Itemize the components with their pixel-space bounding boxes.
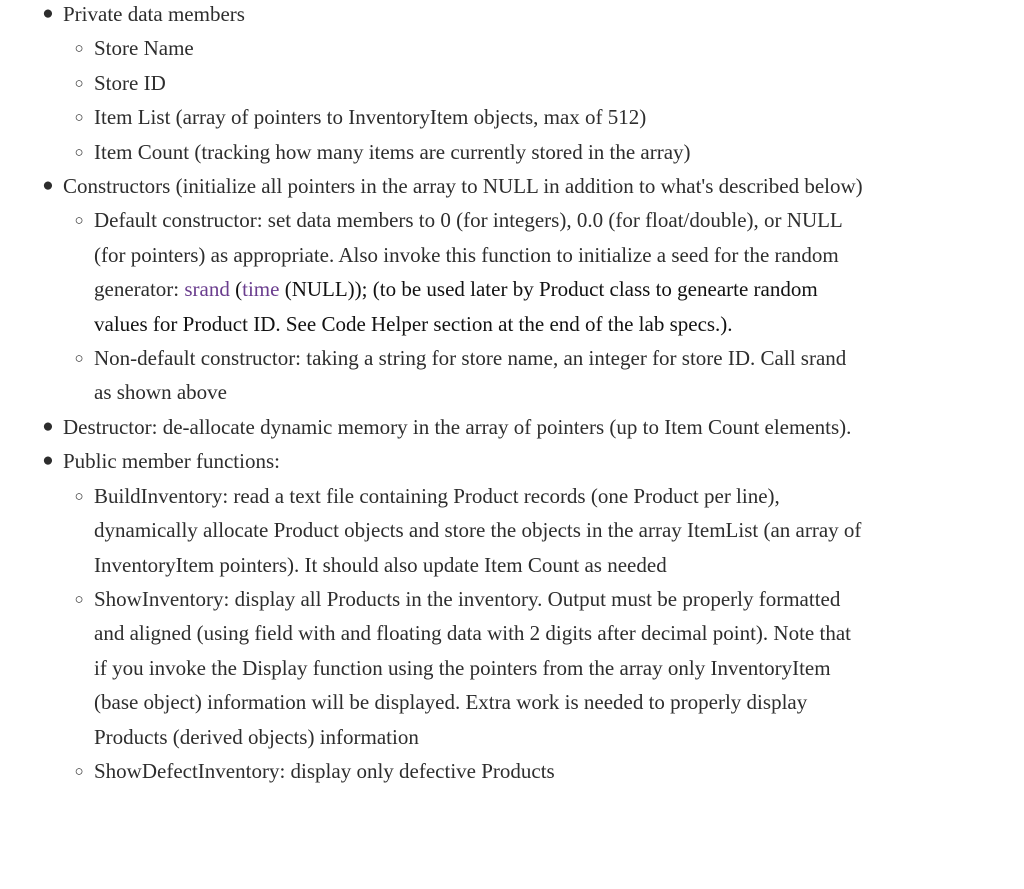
paren-open: ( bbox=[229, 277, 243, 302]
filled-bullet-icon: ● bbox=[42, 450, 54, 472]
list-item bbox=[74, 203, 864, 341]
hollow-bullet-icon: ○ bbox=[74, 591, 84, 608]
show-defect-inventory-text: ShowDefectInventory: display only defective Products bbox=[94, 758, 555, 783]
public-functions-sublist bbox=[63, 479, 864, 789]
filled-bullet-icon: ● bbox=[42, 415, 54, 437]
hollow-bullet-icon: ○ bbox=[74, 488, 84, 505]
constructors-sublist bbox=[63, 203, 864, 409]
constructors-label: Constructors (initialize all pointers in the array to NULL in addition to what's described below) bbox=[63, 174, 863, 199]
list-item bbox=[74, 66, 864, 100]
hollow-bullet-icon: ○ bbox=[74, 110, 84, 127]
list-item-private-members bbox=[42, 0, 863, 169]
list-item bbox=[74, 582, 864, 754]
nondefault-constructor-text: Non-default constructor: taking a string for store name, an integer for store ID. Call srand as shown above bbox=[94, 346, 847, 405]
hollow-bullet-icon: ○ bbox=[74, 41, 84, 58]
time-keyword: time bbox=[242, 277, 280, 302]
filled-bullet-icon: ● bbox=[42, 3, 54, 24]
hollow-bullet-icon: ○ bbox=[74, 75, 84, 92]
item-count-member: Item Count (tracking how many items are currently stored in the array) bbox=[94, 139, 691, 164]
show-inventory-text: ShowInventory: display all Products in the inventory. Output must be properly formatted and aligned (using field with and floating data with 2 digits after decimal point). Note that if you invoke the Display function using the pointers from the array only InventoryItem (base object) information will be displayed. Extra work is needed to properly display Products (derived objects) information bbox=[94, 586, 851, 749]
hollow-bullet-icon: ○ bbox=[74, 351, 84, 368]
destructor-label: Destructor: de-allocate dynamic memory in the array of pointers (up to Item Count elements). bbox=[63, 414, 852, 439]
build-inventory-text: BuildInventory: read a text file containing Product records (one Product per line), dynamically allocate Product objects and store the objects in the array ItemList (an array of InventoryItem pointers). It should also update Item Count as needed bbox=[94, 483, 862, 577]
default-constructor-part2: (NULL)); (to be used later by Product class to genearte random values for Product ID. See Code Helper section at the end of the lab specs.). bbox=[94, 277, 818, 336]
public-functions-label: Public member functions: bbox=[63, 449, 280, 474]
list-item bbox=[74, 100, 864, 134]
list-item bbox=[74, 754, 864, 788]
list-item bbox=[74, 135, 864, 169]
list-item bbox=[74, 479, 864, 582]
list-item bbox=[74, 341, 864, 410]
hollow-bullet-icon: ○ bbox=[74, 144, 84, 161]
filled-bullet-icon: ● bbox=[42, 175, 54, 197]
list-item-constructors bbox=[42, 169, 863, 410]
hollow-bullet-icon: ○ bbox=[74, 213, 84, 230]
private-members-sublist bbox=[63, 31, 864, 169]
store-name-member: Store Name bbox=[94, 36, 194, 61]
private-members-label: Private data members bbox=[63, 2, 245, 26]
hollow-bullet-icon: ○ bbox=[74, 763, 84, 780]
list-item-destructor bbox=[42, 410, 863, 444]
store-id-member: Store ID bbox=[94, 70, 166, 95]
item-list-member: Item List (array of pointers to InventoryItem objects, max of 512) bbox=[94, 105, 647, 130]
list-item-public-functions bbox=[42, 444, 863, 788]
list-item bbox=[74, 31, 864, 65]
srand-keyword: srand bbox=[184, 277, 230, 302]
default-constructor-part1: Default constructor: set data members to 0 (for integers), 0.0 (for float/double), or NULL (for pointers) as appropriate. Also invoke this function to initialize a seed for the random generator: bbox=[94, 208, 842, 302]
default-constructor-text bbox=[94, 208, 842, 335]
